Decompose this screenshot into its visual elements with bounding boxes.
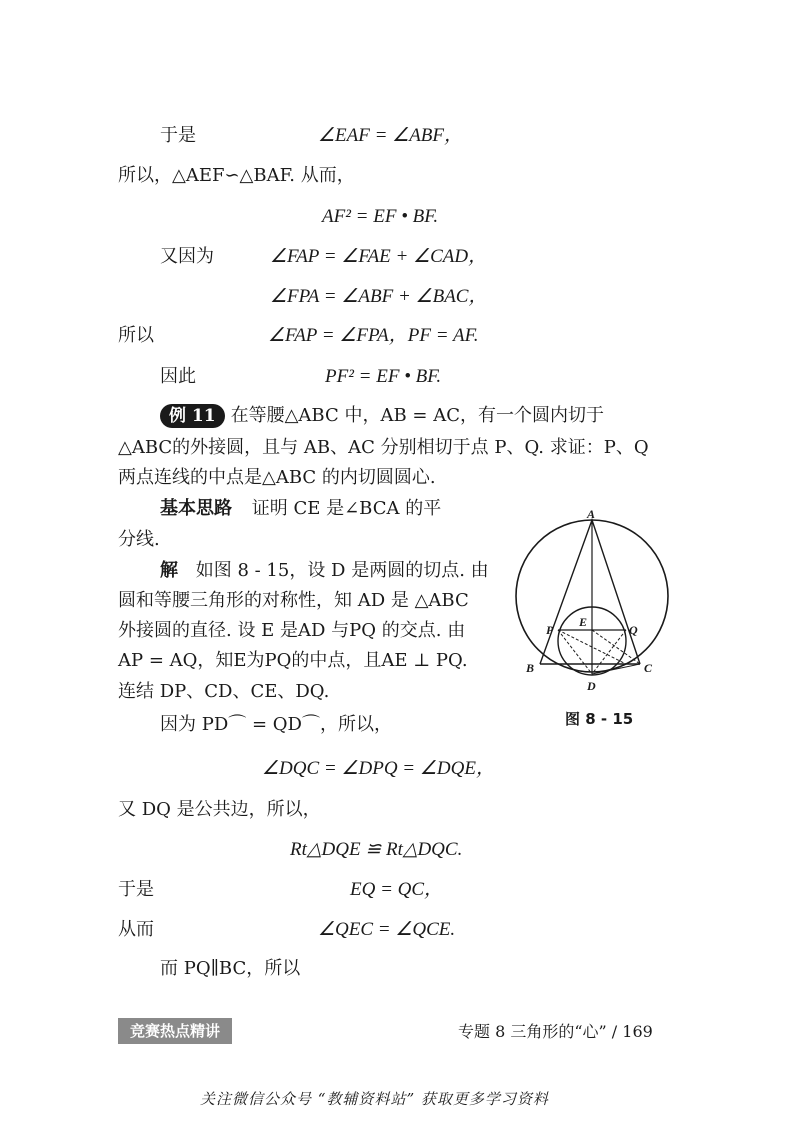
formula: EQ = QC， [350, 879, 444, 900]
geometry-figure [512, 506, 672, 696]
idea-label: 基本思路 [160, 498, 232, 519]
text-line: 又因为 [160, 246, 214, 267]
solution-text: AP = AQ，知E为PQ的中点，且AE ⊥ PQ. [118, 650, 468, 671]
text-line: 又 DQ 是公共边，所以， [118, 799, 321, 820]
label-c: C [644, 661, 653, 675]
example-header [160, 404, 604, 428]
text-line: 从而 [118, 919, 154, 940]
triangle-sides [540, 520, 640, 664]
formula: ∠FAP = ∠FPA，PF = AF. [268, 325, 479, 346]
text-line: 于是 [160, 125, 196, 146]
label-q: Q [629, 623, 638, 637]
label-b: B [526, 661, 535, 675]
series-badge: 竞赛热点精讲 [118, 1018, 232, 1044]
text-line: 因为 PD⌒ = QD⌒，所以， [160, 714, 392, 735]
solution-line [160, 559, 489, 583]
segment-dp [558, 630, 592, 674]
idea-line [160, 497, 441, 521]
watermark-note: 关注微信公众号 “教辅资料站” 获取更多学习资料 [200, 1090, 549, 1108]
idea-text: 分线. [118, 529, 160, 550]
text-line: 所以，△AEF∽△BAF. 从而， [118, 165, 355, 186]
formula: ∠FAP = ∠FAE + ∠CAD， [270, 246, 488, 267]
label-e: E [579, 615, 588, 629]
idea-text: 证明 CE 是∠BCA 的平 [251, 498, 442, 519]
label-p: P [546, 623, 554, 637]
formula: ∠FPA = ∠ABF + ∠BAC， [270, 286, 488, 307]
solution-text: 外接圆的直径. 设 E 是AD 与PQ 的交点. 由 [118, 620, 466, 641]
formula: AF² = EF • BF. [322, 206, 439, 227]
label-d: D [587, 679, 596, 693]
text-line: 于是 [118, 879, 154, 900]
formula: ∠QEC = ∠QCE. [318, 919, 456, 940]
example-text: △ABC的外接圆，且与 AB、AC 分别相切于点 P、Q. 求证：P、Q [118, 437, 649, 458]
solution-text: 圆和等腰三角形的对称性，知 AD 是 △ABC [118, 590, 469, 611]
page-footer: 专题 8 三角形的“心” / 169 [458, 1022, 653, 1041]
solution-label: 解 [160, 560, 178, 581]
example-text: 两点连线的中点是△ABC 的内切圆圆心. [118, 467, 436, 488]
label-a: A [587, 507, 596, 521]
formula: ∠EAF = ∠ABF， [318, 125, 464, 146]
segment-dq [592, 630, 626, 674]
example-text: 在等腰△ABC 中，AB = AC，有一个圆内切于 [230, 405, 604, 426]
text-line: 因此 [160, 366, 196, 387]
formula: ∠DQC = ∠DPQ = ∠DQE， [262, 758, 495, 779]
formula: Rt△DQE ≌ Rt△DQC. [290, 839, 463, 860]
figure-caption: 图 8 - 15 [565, 710, 634, 728]
example-badge: 例 11 [160, 404, 225, 428]
formula: PF² = EF • BF. [325, 366, 442, 387]
solution-text: 如图 8 - 15，设 D 是两圆的切点. 由 [195, 560, 489, 581]
text-line: 而 PQ∥BC，所以 [160, 958, 301, 979]
text-line: 所以 [118, 325, 154, 346]
solution-text: 连结 DP、CD、CE、DQ. [118, 681, 330, 702]
